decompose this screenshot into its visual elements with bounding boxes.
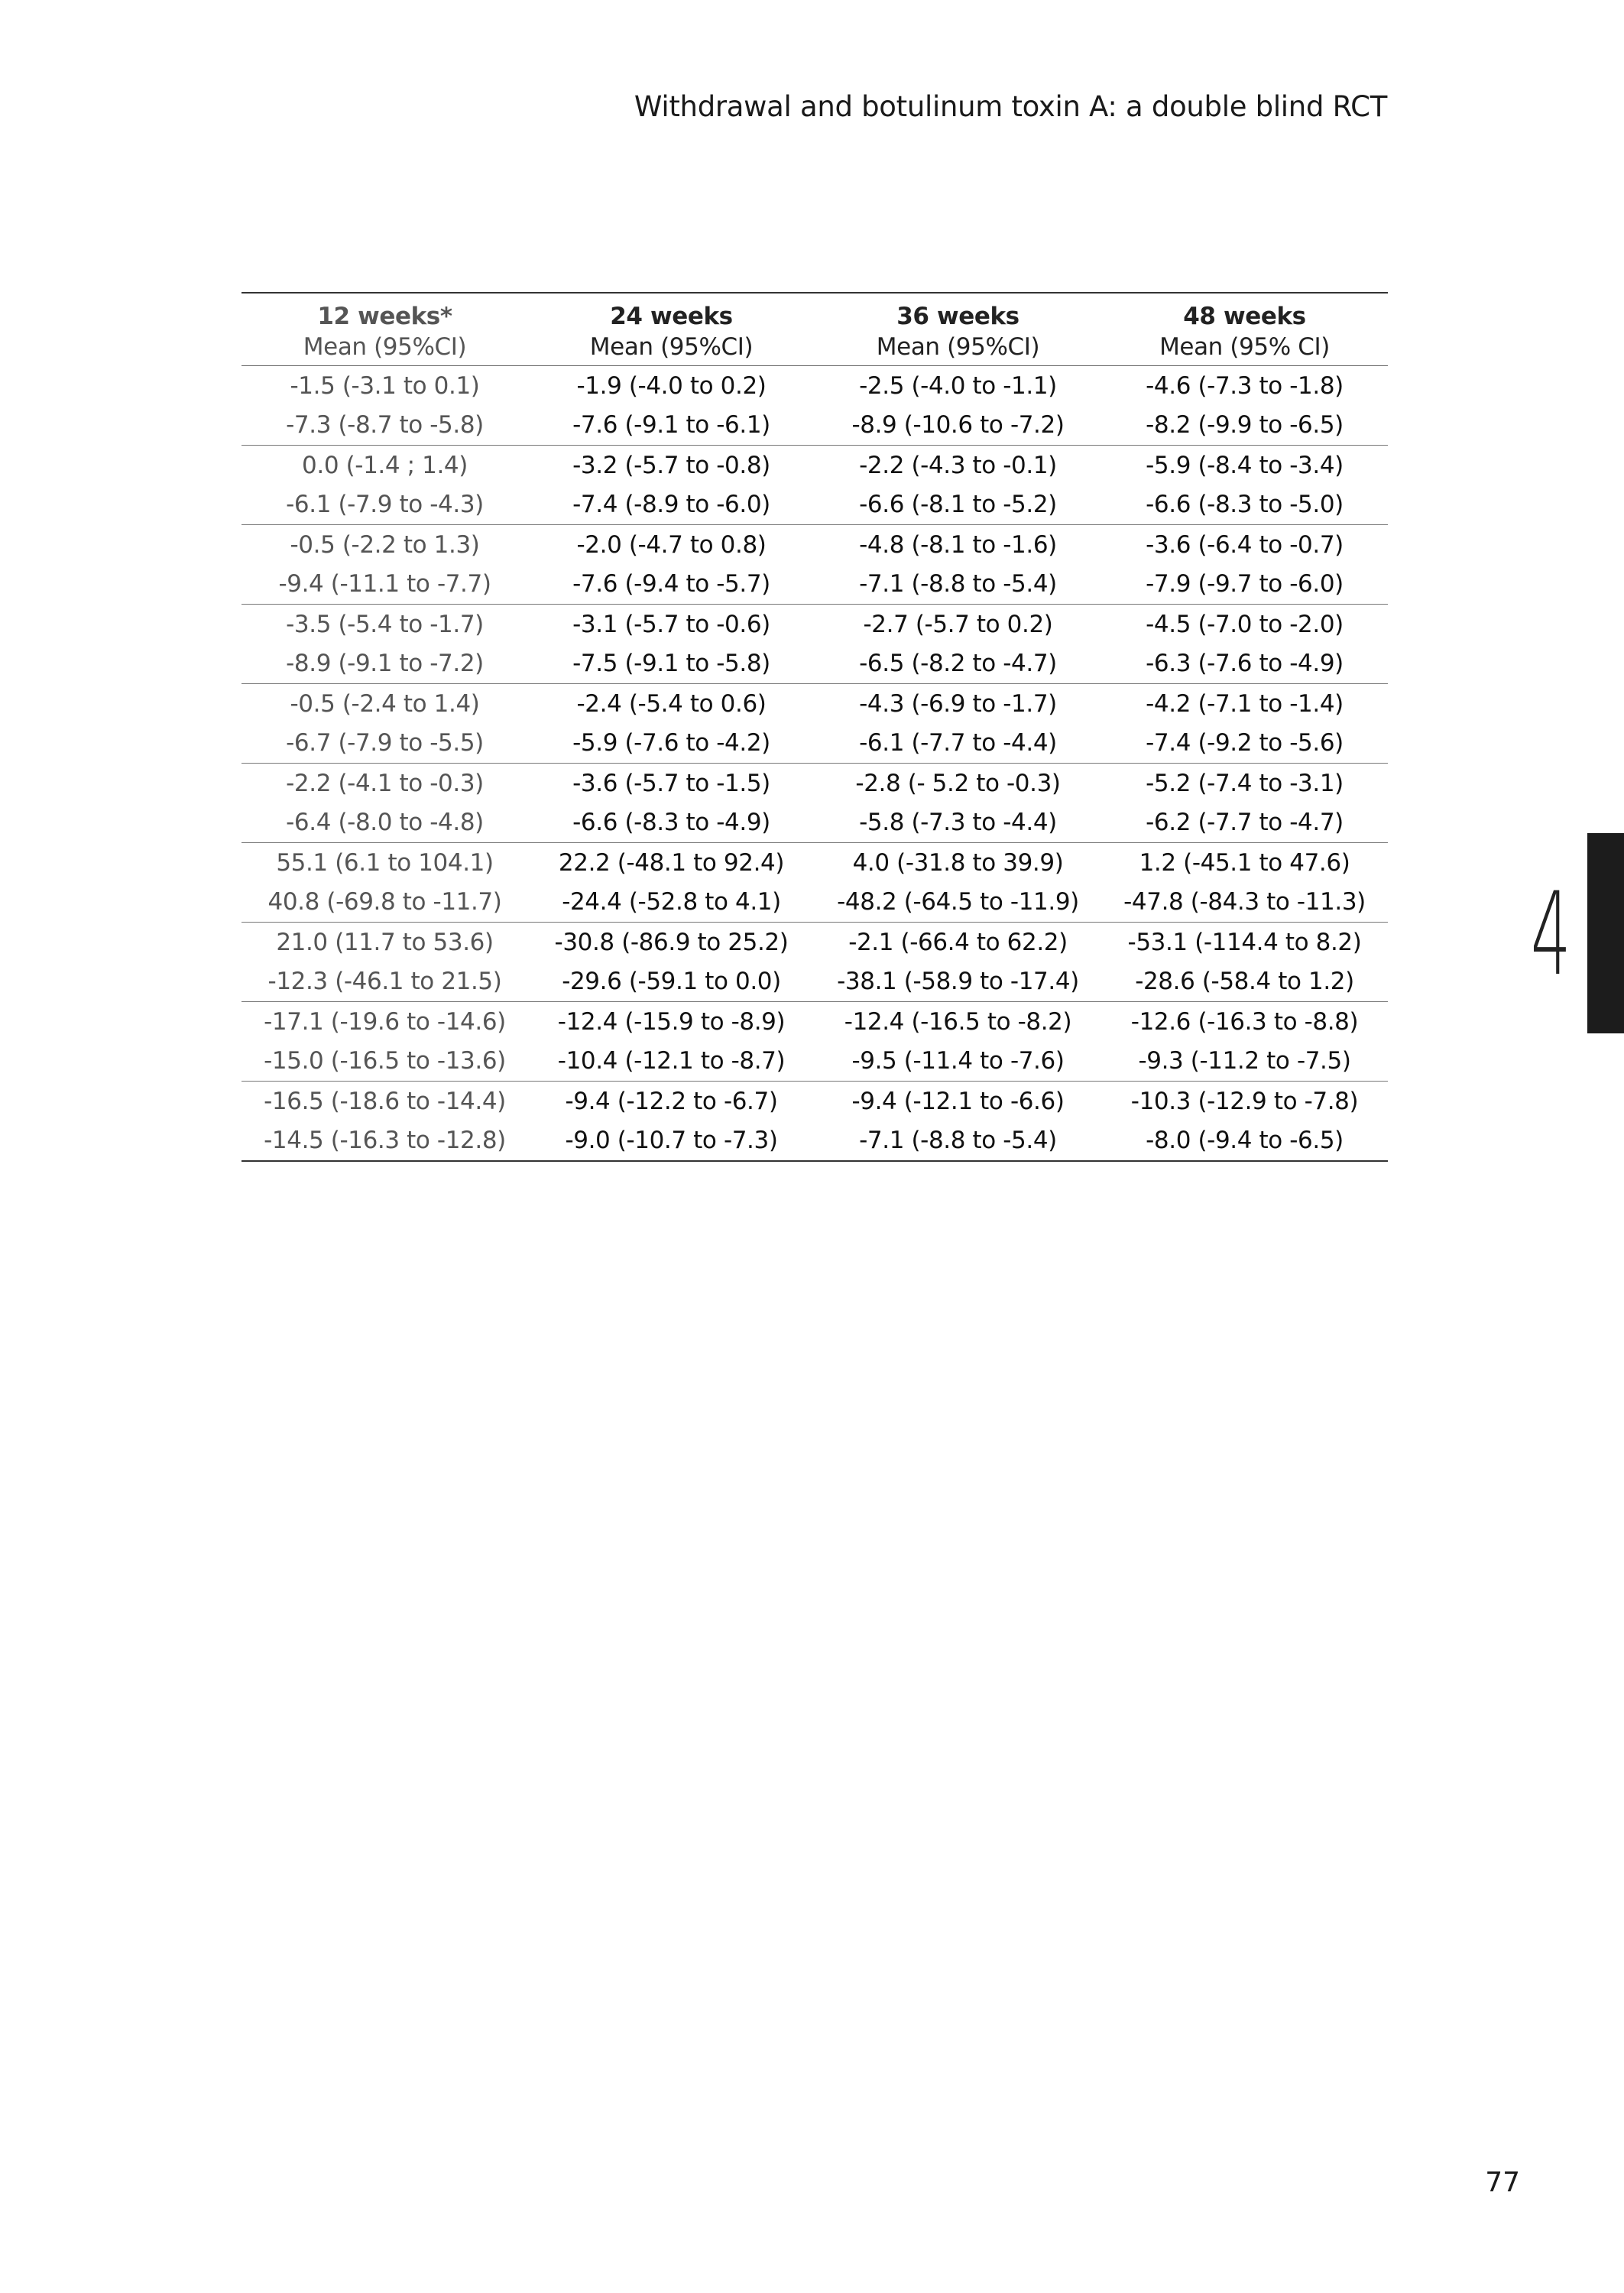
- cell-12-weeks: -0.5 (-2.2 to 1.3): [290, 530, 480, 559]
- table-row: [241, 446, 1388, 485]
- column-subtitle-36-weeks: Mean (95%CI): [815, 332, 1101, 366]
- table-header: [241, 293, 1388, 366]
- cell-12-weeks: -12.3 (-46.1 to 21.5): [241, 962, 528, 1002]
- cell-36-weeks: -12.4 (-16.5 to -8.2): [844, 1007, 1072, 1036]
- cell-24-weeks: -9.4 (-12.2 to -6.7): [565, 1087, 778, 1115]
- cell-48-weeks: -6.2 (-7.7 to -4.7): [1101, 803, 1388, 843]
- cell-24-weeks: -9.0 (-10.7 to -7.3): [528, 1121, 815, 1162]
- table-row: [241, 1042, 1388, 1082]
- cell-48-weeks: -6.3 (-7.6 to -4.9): [1101, 644, 1388, 684]
- cell-12-weeks: -16.5 (-18.6 to -14.4): [264, 1087, 506, 1115]
- cell-24-weeks: -1.9 (-4.0 to 0.2): [576, 371, 767, 400]
- cell-12-weeks: -14.5 (-16.3 to -12.8): [241, 1121, 528, 1162]
- cell-24-weeks: -6.6 (-8.3 to -4.9): [528, 803, 815, 843]
- cell-12-weeks: 0.0 (-1.4 ; 1.4): [302, 451, 468, 479]
- table-row: [241, 843, 1388, 883]
- cell-48-weeks: -10.3 (-12.9 to -7.8): [1130, 1087, 1359, 1115]
- cell-48-weeks: -4.6 (-7.3 to -1.8): [1146, 371, 1344, 400]
- cell-36-weeks: -7.1 (-8.8 to -5.4): [815, 1121, 1101, 1162]
- cell-48-weeks: -9.3 (-11.2 to -7.5): [1101, 1042, 1388, 1082]
- cell-48-weeks: -4.2 (-7.1 to -1.4): [1146, 689, 1344, 718]
- cell-24-weeks: 22.2 (-48.1 to 92.4): [558, 848, 785, 877]
- cell-12-weeks: -2.2 (-4.1 to -0.3): [286, 769, 484, 797]
- cell-24-weeks: -7.5 (-9.1 to -5.8): [528, 644, 815, 684]
- cell-24-weeks: -7.4 (-8.9 to -6.0): [528, 485, 815, 525]
- cell-36-weeks: -6.1 (-7.7 to -4.4): [815, 724, 1101, 764]
- table-row: [241, 764, 1388, 803]
- column-title-36-weeks: 36 weeks: [815, 293, 1101, 332]
- table-row: [241, 962, 1388, 1002]
- cell-24-weeks: -12.4 (-15.9 to -8.9): [557, 1007, 786, 1036]
- table-body: [241, 366, 1388, 1162]
- table-row: [241, 605, 1388, 644]
- cell-12-weeks: 21.0 (11.7 to 53.6): [276, 928, 494, 956]
- table-row: [241, 724, 1388, 764]
- column-subtitle-24-weeks: Mean (95%CI): [528, 332, 815, 366]
- table-row: [241, 1121, 1388, 1162]
- cell-24-weeks: -7.6 (-9.4 to -5.7): [528, 565, 815, 605]
- cell-24-weeks: -7.6 (-9.1 to -6.1): [528, 406, 815, 446]
- cell-48-weeks: -4.5 (-7.0 to -2.0): [1146, 610, 1344, 638]
- cell-36-weeks: -2.1 (-66.4 to 62.2): [848, 928, 1068, 956]
- cell-24-weeks: -5.9 (-7.6 to -4.2): [528, 724, 815, 764]
- table-row: [241, 1082, 1388, 1121]
- cell-12-weeks: -6.1 (-7.9 to -4.3): [241, 485, 528, 525]
- table-row: [241, 406, 1388, 446]
- column-subtitle-12-weeks: Mean (95%CI): [241, 332, 528, 366]
- chapter-number: 4: [1531, 868, 1571, 1001]
- column-title-24-weeks: 24 weeks: [528, 293, 815, 332]
- cell-48-weeks: -8.2 (-9.9 to -6.5): [1101, 406, 1388, 446]
- cell-24-weeks: -30.8 (-86.9 to 25.2): [554, 928, 789, 956]
- cell-24-weeks: -10.4 (-12.1 to -8.7): [528, 1042, 815, 1082]
- cell-36-weeks: 4.0 (-31.8 to 39.9): [852, 848, 1064, 877]
- cell-12-weeks: -9.4 (-11.1 to -7.7): [241, 565, 528, 605]
- cell-36-weeks: -2.8 (- 5.2 to -0.3): [855, 769, 1061, 797]
- running-header: Withdrawal and botulinum toxin A: a double blind RCT: [634, 90, 1387, 123]
- cell-48-weeks: -7.4 (-9.2 to -5.6): [1101, 724, 1388, 764]
- cell-48-weeks: -7.9 (-9.7 to -6.0): [1101, 565, 1388, 605]
- cell-48-weeks: -47.8 (-84.3 to -11.3): [1101, 883, 1388, 923]
- chapter-tab-marker: [1587, 833, 1624, 1033]
- table-row: [241, 1002, 1388, 1042]
- cell-36-weeks: -48.2 (-64.5 to -11.9): [815, 883, 1101, 923]
- cell-12-weeks: -0.5 (-2.4 to 1.4): [290, 689, 480, 718]
- cell-48-weeks: -53.1 (-114.4 to 8.2): [1127, 928, 1362, 956]
- cell-36-weeks: -2.2 (-4.3 to -0.1): [859, 451, 1057, 479]
- cell-12-weeks: -1.5 (-3.1 to 0.1): [290, 371, 480, 400]
- cell-36-weeks: -9.5 (-11.4 to -7.6): [815, 1042, 1101, 1082]
- table-row: [241, 803, 1388, 843]
- table-row: [241, 565, 1388, 605]
- cell-36-weeks: -38.1 (-58.9 to -17.4): [815, 962, 1101, 1002]
- cell-36-weeks: -9.4 (-12.1 to -6.6): [851, 1087, 1065, 1115]
- table-row: [241, 644, 1388, 684]
- cell-36-weeks: -4.8 (-8.1 to -1.6): [859, 530, 1057, 559]
- table-row: [241, 485, 1388, 525]
- results-table: [241, 292, 1388, 1162]
- table-row: [241, 525, 1388, 565]
- cell-48-weeks: -28.6 (-58.4 to 1.2): [1101, 962, 1388, 1002]
- cell-48-weeks: -6.6 (-8.3 to -5.0): [1101, 485, 1388, 525]
- cell-12-weeks: -7.3 (-8.7 to -5.8): [241, 406, 528, 446]
- cell-12-weeks: -3.5 (-5.4 to -1.7): [286, 610, 484, 638]
- cell-24-weeks: -3.6 (-5.7 to -1.5): [572, 769, 770, 797]
- cell-24-weeks: -3.2 (-5.7 to -0.8): [572, 451, 770, 479]
- cell-12-weeks: -6.4 (-8.0 to -4.8): [241, 803, 528, 843]
- page-number: 77: [1485, 2167, 1520, 2198]
- cell-12-weeks: -6.7 (-7.9 to -5.5): [241, 724, 528, 764]
- cell-12-weeks: -15.0 (-16.5 to -13.6): [241, 1042, 528, 1082]
- table-row: [241, 883, 1388, 923]
- cell-12-weeks: 40.8 (-69.8 to -11.7): [241, 883, 528, 923]
- cell-36-weeks: -4.3 (-6.9 to -1.7): [859, 689, 1057, 718]
- cell-24-weeks: -3.1 (-5.7 to -0.6): [572, 610, 770, 638]
- column-title-12-weeks: 12 weeks*: [241, 293, 528, 332]
- column-subtitle-48-weeks: Mean (95% CI): [1101, 332, 1388, 366]
- cell-48-weeks: -3.6 (-6.4 to -0.7): [1146, 530, 1344, 559]
- cell-36-weeks: -7.1 (-8.8 to -5.4): [815, 565, 1101, 605]
- cell-36-weeks: -2.5 (-4.0 to -1.1): [859, 371, 1057, 400]
- cell-48-weeks: -12.6 (-16.3 to -8.8): [1130, 1007, 1359, 1036]
- cell-24-weeks: -24.4 (-52.8 to 4.1): [528, 883, 815, 923]
- cell-12-weeks: -8.9 (-9.1 to -7.2): [241, 644, 528, 684]
- table-row: [241, 684, 1388, 724]
- cell-12-weeks: -17.1 (-19.6 to -14.6): [264, 1007, 506, 1036]
- cell-12-weeks: 55.1 (6.1 to 104.1): [276, 848, 494, 877]
- cell-48-weeks: -5.2 (-7.4 to -3.1): [1146, 769, 1344, 797]
- cell-48-weeks: -5.9 (-8.4 to -3.4): [1146, 451, 1344, 479]
- cell-36-weeks: -5.8 (-7.3 to -4.4): [815, 803, 1101, 843]
- cell-48-weeks: 1.2 (-45.1 to 47.6): [1139, 848, 1350, 877]
- table-row: [241, 366, 1388, 406]
- cell-24-weeks: -29.6 (-59.1 to 0.0): [528, 962, 815, 1002]
- cell-24-weeks: -2.4 (-5.4 to 0.6): [576, 689, 767, 718]
- cell-36-weeks: -2.7 (-5.7 to 0.2): [863, 610, 1053, 638]
- cell-36-weeks: -6.6 (-8.1 to -5.2): [815, 485, 1101, 525]
- cell-24-weeks: -2.0 (-4.7 to 0.8): [576, 530, 767, 559]
- table-row: [241, 923, 1388, 962]
- cell-48-weeks: -8.0 (-9.4 to -6.5): [1101, 1121, 1388, 1162]
- cell-36-weeks: -8.9 (-10.6 to -7.2): [815, 406, 1101, 446]
- cell-36-weeks: -6.5 (-8.2 to -4.7): [815, 644, 1101, 684]
- column-title-48-weeks: 48 weeks: [1101, 293, 1388, 332]
